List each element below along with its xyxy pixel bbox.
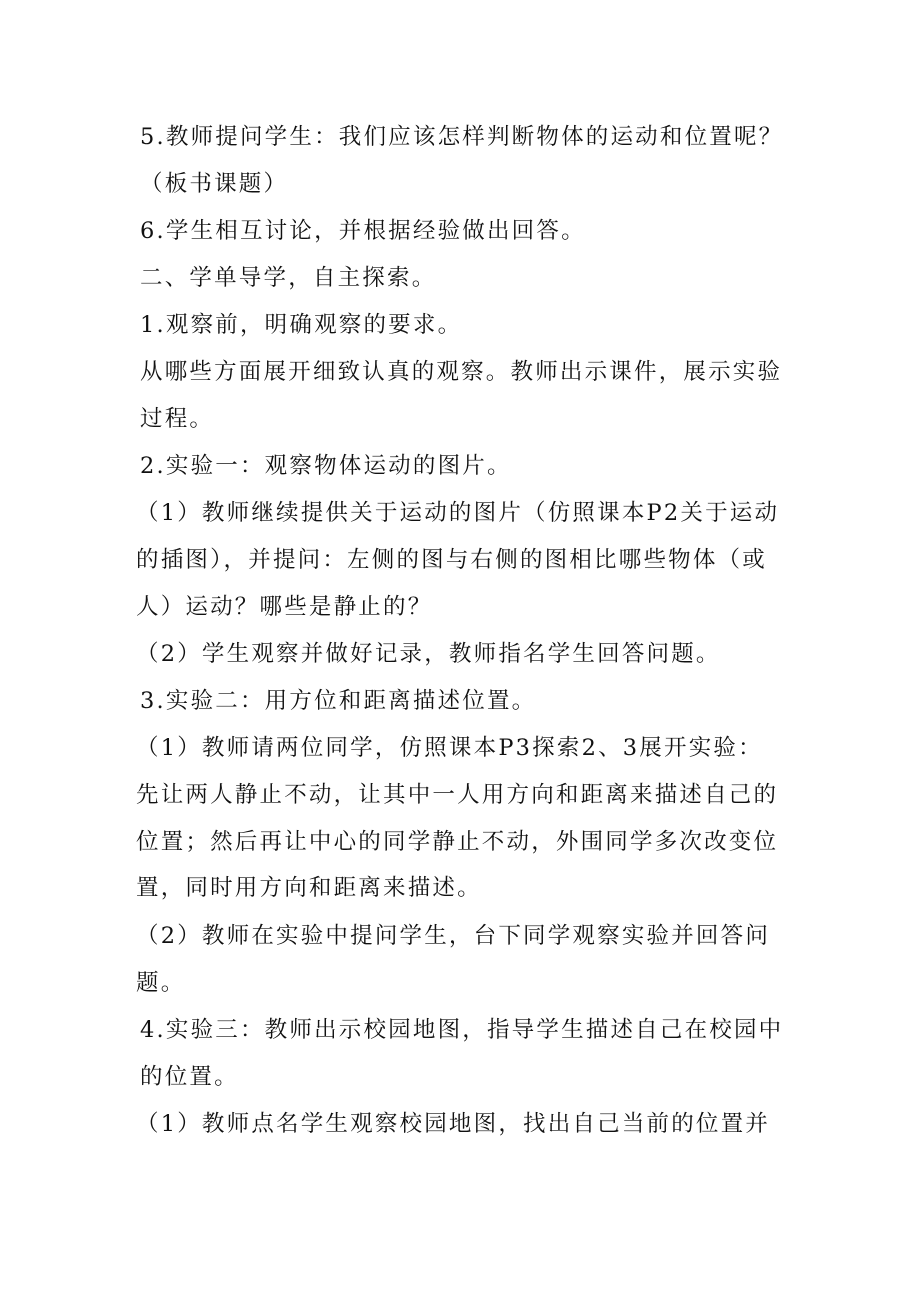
paragraph-step-6: 6.学生相互讨论，并根据经验做出回答。 xyxy=(140,218,586,244)
paragraph-experiment-1-item-2: （2）学生观察并做好记录，教师指名学生回答问题。 xyxy=(136,641,721,667)
paragraph-observe-aspects: 从哪些方面展开细致认真的观察。教师出示课件，展示实验过程。 xyxy=(140,359,783,432)
paragraph-experiment-2-item-1: （1）教师请两位同学，仿照课本P3探索2、3展开实验：先让两人静止不动，让其中一人用方向和距离来描述自己的位置；然后再让中心的同学静止不动，外围同学多次改变位置，同时用方向和距离来描述。 xyxy=(136,735,779,902)
paragraph-experiment-2: 3.实验二：用方位和距离描述位置。 xyxy=(140,688,537,714)
section-heading-2: 二、学单导学，自主探索。 xyxy=(140,265,437,291)
paragraph-experiment-2-item-2: （2）教师在实验中提问学生，台下同学观察实验并回答问题。 xyxy=(136,923,771,996)
paragraph-experiment-1-item-1: （1）教师继续提供关于运动的图片（仿照课本P2关于运动的插图），并提问：左侧的图与右侧的图相比哪些物体（或人）运动？哪些是静止的？ xyxy=(136,500,780,620)
paragraph-step-5: 5.教师提问学生：我们应该怎样判断物体的运动和位置呢？（板书课题） xyxy=(140,124,784,197)
paragraph-experiment-3: 4.实验三：教师出示校园地图，指导学生描述自己在校园中的位置。 xyxy=(140,1017,784,1090)
paragraph-experiment-3-item-1: （1）教师点名学生观察校园地图，找出自己当前的位置并 xyxy=(136,1111,771,1137)
paragraph-observe-1: 1.观察前，明确观察的要求。 xyxy=(140,312,463,338)
paragraph-experiment-1: 2.实验一：观察物体运动的图片。 xyxy=(140,453,512,479)
